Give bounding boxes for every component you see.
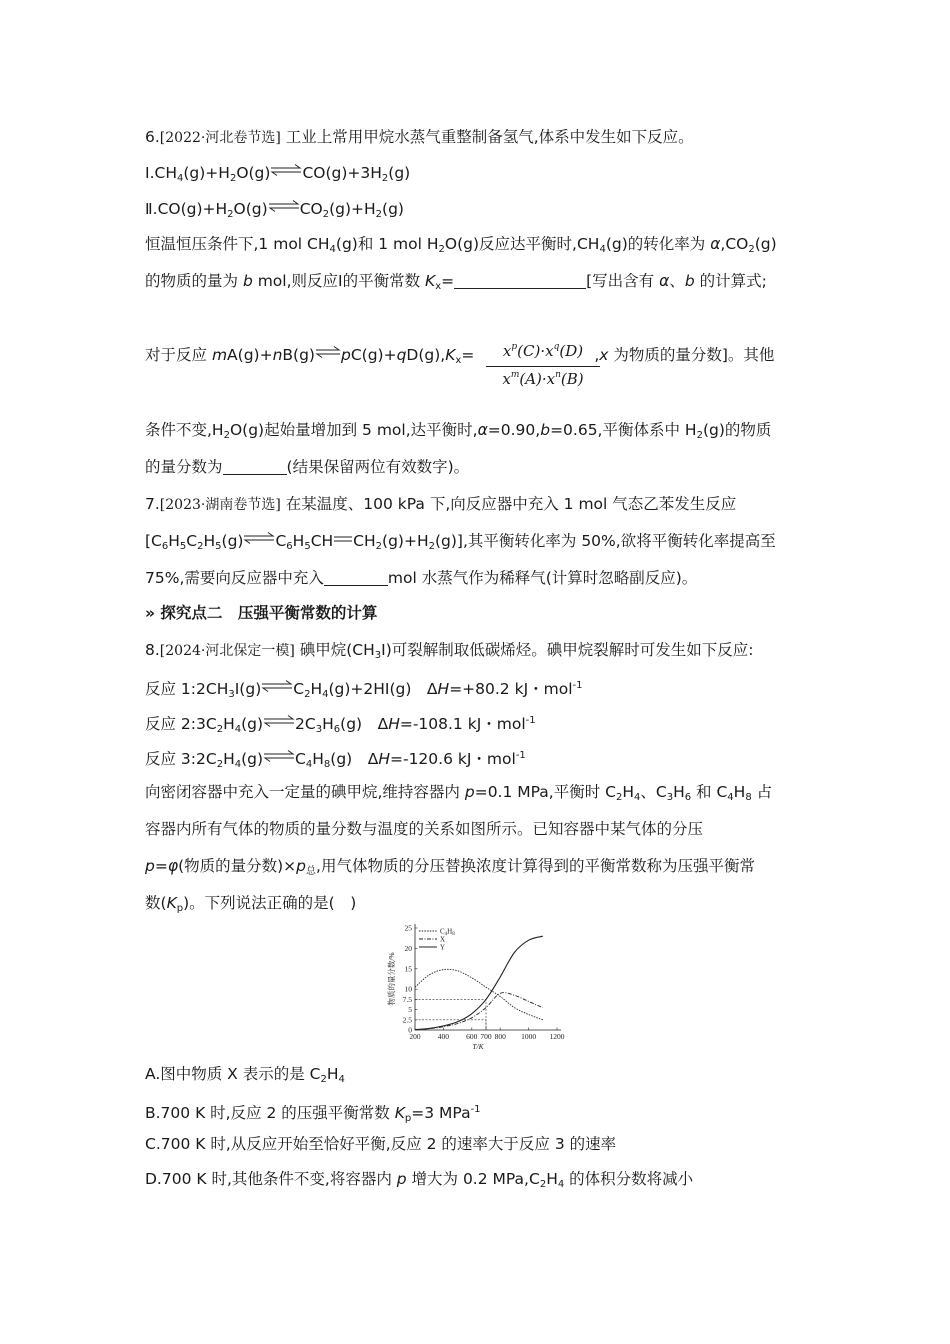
x-axis-label: T/K [472, 1042, 484, 1051]
question-number: 6. [145, 128, 160, 146]
option-b[interactable]: B.700 K 时,反应 2 的压强平衡常数 $K_p=3$ MPa$^{-1}$ [145, 1104, 481, 1124]
answer-blank[interactable] [324, 569, 388, 586]
equilibrium-arrow-icon [268, 200, 300, 212]
q8-para-1: 向密闭容器中充入一定量的碘甲烷,维持容器内 p=0.1 MPa,平衡时 $C_2H_4$、$C_3H_6$ 和 $C_4H_8$ 占 [145, 783, 773, 803]
option-d[interactable]: D.700 K 时,其他条件不变,将容器内 p 增大为 0.2 $MPa,C_2H_4$ 的体积分数将减小 [145, 1170, 694, 1190]
q6-line-2: 的物质的量为 b mol,则反应Ⅰ的平衡常数 $K_x=$ [写出含有 α、b 的计算式; [145, 272, 767, 292]
equilibrium-arrow-icon [270, 164, 302, 176]
x-tick-label: 200 [409, 1032, 421, 1041]
y-tick-label: 10 [404, 984, 412, 994]
q7-line-3: 75%,需要向反应器中充入 mol 水蒸气作为稀释气(计算时忽略副反应)。 [145, 569, 698, 587]
q8-para-4: 数$(K_p)$。下列说法正确的是( ) [145, 894, 357, 914]
x-tick-label: 1200 [549, 1032, 565, 1041]
question-number: 8. [145, 641, 160, 659]
question-intro: 工业上常用甲烷水蒸气重整制备氢气,体系中发生如下反应。 [285, 128, 694, 146]
y-tick-label: 15 [404, 964, 412, 974]
q8-para-2: 容器内所有气体的物质的量分数与温度的关系如图所示。已知容器中某气体的分压 [145, 820, 704, 838]
series-line-y [415, 936, 543, 1029]
legend-label: X [440, 935, 446, 944]
x-tick-label: 400 [437, 1032, 450, 1041]
series-line-x [415, 993, 543, 1030]
equilibrium-arrow-icon [263, 750, 295, 762]
q6-line-5: 的量分数为 (结果保留两位有效数字)。 [145, 458, 470, 476]
question-number: 7. [145, 495, 160, 513]
y-axis-label: 物质的量分数/% [387, 952, 396, 1006]
legend-label: Y [440, 943, 446, 952]
equilibrium-arrow-icon [263, 715, 295, 727]
fraction-numerator: $x^p(C)\cdot x^q(D)$ [502, 342, 584, 360]
double-bond-icon [333, 535, 353, 543]
section-heading [145, 603, 377, 623]
q6-line-4: 条件不变$,H_2O(g)$起始量增加到 5 mol,达平衡时,α=0.90,b=0.65,平衡体系中 $H_2(g)$的物质 [145, 421, 772, 441]
mole-fraction-chart [382, 918, 567, 1053]
question-source: [2022·河北卷节选] [159, 130, 281, 146]
y-tick-label: 7.5 [402, 994, 412, 1004]
section-marker-icon: » [145, 604, 156, 622]
y-tick-label: 2.5 [402, 1015, 412, 1025]
equilibrium-arrow-icon [261, 680, 293, 692]
x-tick-label: 600 [466, 1032, 478, 1041]
question-source: [2023·湖南卷节选] [159, 497, 281, 513]
equilibrium-arrow-icon [315, 346, 341, 358]
section-title: 探究点二 压强平衡常数的计算 [160, 604, 378, 622]
q6-line-3: 对于反应 mA(g)+nB(g) $pC(g)+qD(g),K_x= ,x$ 为物质的量分数]。其他 [145, 346, 775, 366]
chart-axis-line [415, 924, 561, 1030]
y-tick-label: 0 [408, 1025, 412, 1035]
q6-reaction-2: $Ⅱ.CO(g)+H_2O(g)$ $CO_2(g)+H_2(g)$ [145, 200, 404, 220]
q7-header [145, 494, 736, 515]
q6-header [145, 127, 694, 148]
option-c[interactable]: C.700 K 时,从反应开始至恰好平衡,反应 2 的速率大于反应 3 的速率 [145, 1135, 617, 1153]
y-tick-label: 20 [404, 943, 412, 953]
q6-line-1: 恒温恒压条件下,1 mol $CH_4(g)$和 1 mol $H_2O(g)$反应达平衡时$,CH_4(g)$的转化率为 $\alpha,CO_2(g)$ [145, 235, 777, 255]
q8-reaction-1: 反应 $1:2CH_3I(g)$ $C_2H_4(g)+2HI(g)$ ΔH=+80.2 kJ・mol$^{-1}$ [145, 680, 583, 700]
q8-header: 8.[2024·河北保定一模] 碘甲烷$(CH_3I)$可裂解制取低碳烯烃。碘甲烷裂解时可发生如下反应: [145, 641, 754, 661]
equilibrium-arrow-icon [243, 532, 275, 544]
answer-blank[interactable] [223, 458, 287, 475]
answer-blank[interactable] [454, 272, 586, 289]
q6-reaction-1: $Ⅰ.CH_4(g)+H_2O(g)$ $CO(g)+3H_2(g)$ [145, 164, 411, 184]
x-tick-label: 700 [480, 1032, 492, 1041]
q8-reaction-2: 反应 $2:3C_2H_4(g)$ $2C_3H_6(g)$ ΔH=-108.1 kJ・mol$^{-1}$ [145, 715, 536, 735]
q7-line-2: [$C_6H_5C_2H_5(g)$ $C_6H_5CH$ $CH_2(g)+H_2(g)$],其平衡转化率为 50%,欲将平衡转化率提高至 [145, 532, 776, 552]
option-a[interactable]: A.图中物质 X 表示的是 $C_2H_4$ [145, 1065, 345, 1085]
fraction-denominator: $x^m(A)\cdot x^n(B)$ [502, 370, 584, 388]
x-tick-label: 1000 [521, 1032, 537, 1041]
question-source: [2024·河北保定一模] [159, 643, 295, 659]
q8-para-3: p=φ(物质的量分数)$\times p_总$,用气体物质的分压替换浓度计算得到的平衡常数称为压强平衡常 [145, 857, 755, 877]
question-intro: 在某温度、100 kPa 下,向反应器中充入 1 mol 气态乙苯发生反应 [285, 495, 737, 513]
q8-reaction-3: 反应 $3:2C_2H_4(g)$ $C_4H_8(g)$ ΔH=-120.6 kJ・mol$^{-1}$ [145, 750, 526, 770]
y-tick-label: 25 [404, 923, 412, 933]
legend-label: $C_4H_8$ [440, 927, 455, 937]
y-tick-label: 5 [408, 1005, 412, 1015]
series-line-c4h8 [415, 969, 543, 1019]
fraction-bar [486, 366, 600, 367]
x-tick-label: 800 [494, 1032, 506, 1041]
